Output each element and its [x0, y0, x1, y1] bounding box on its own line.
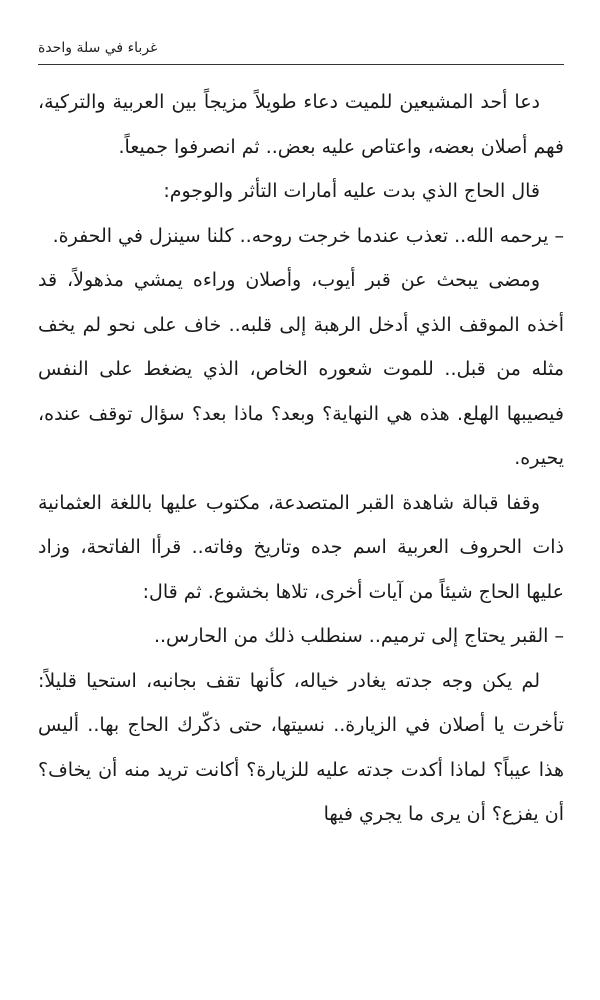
running-header [38, 38, 564, 66]
body-text [38, 80, 564, 837]
paragraph: وقفا قبالة شاهدة القبر المتصدعة، مكتوب عليها باللغة العثمانية ذات الحروف العربية اسم جده وتاريخ وفاته.. قرأا الفاتحة، وزاد عليها الحاج شيئاً من آيات أخرى، تلاها بخشوع. ثم قال: [38, 491, 564, 603]
paragraph: دعا أحد المشيعين للميت دعاء طويلاً مزيجاً بين العربية والتركية، فهم أصلان بعضه، واعتاص عليه بعض.. ثم انصرفوا جميعاً. [38, 91, 564, 158]
paragraph: لم يكن وجه جدته يغادر خياله، كأنها تقف بجانبه، استحيا قليلاً: تأخرت يا أصلان في الزيارة.. نسيتها، حتى ذكّرك الحاج بها.. أليس هذا عيباً؟ لماذا أكدت جدته عليه للزيارة؟ أكانت تريد منه أن يخاف؟ أن يفزع؟ أن يرى ما يجري فيها [38, 669, 564, 825]
paragraph: قال الحاج الذي بدت عليه أمارات التأثر والوجوم: [163, 180, 540, 202]
header-divider [38, 64, 564, 65]
book-title: غرباء في سلة واحدة [38, 40, 158, 56]
paragraph: ومضى يبحث عن قبر أيوب، وأصلان وراءه يمشي مذهولاً، قد أخذه الموقف الذي أدخل الرهبة إلى قلبه.. خاف على نحو لم يخف مثله من قبل.. للموت شعوره الخاص، الذي يضغط على النفس فيصيبها الهلع. هذه هي النهاية؟ وبعد؟ ماذا بعد؟ سؤال توقف عنده، يحيره. [38, 269, 564, 469]
dialogue-line: – القبر يحتاج إلى ترميم.. سنطلب ذلك من الحارس.. [153, 625, 564, 647]
dialogue-line: – يرحمه الله.. تعذب عندما خرجت روحه.. كلنا سينزل في الحفرة. [52, 224, 564, 247]
